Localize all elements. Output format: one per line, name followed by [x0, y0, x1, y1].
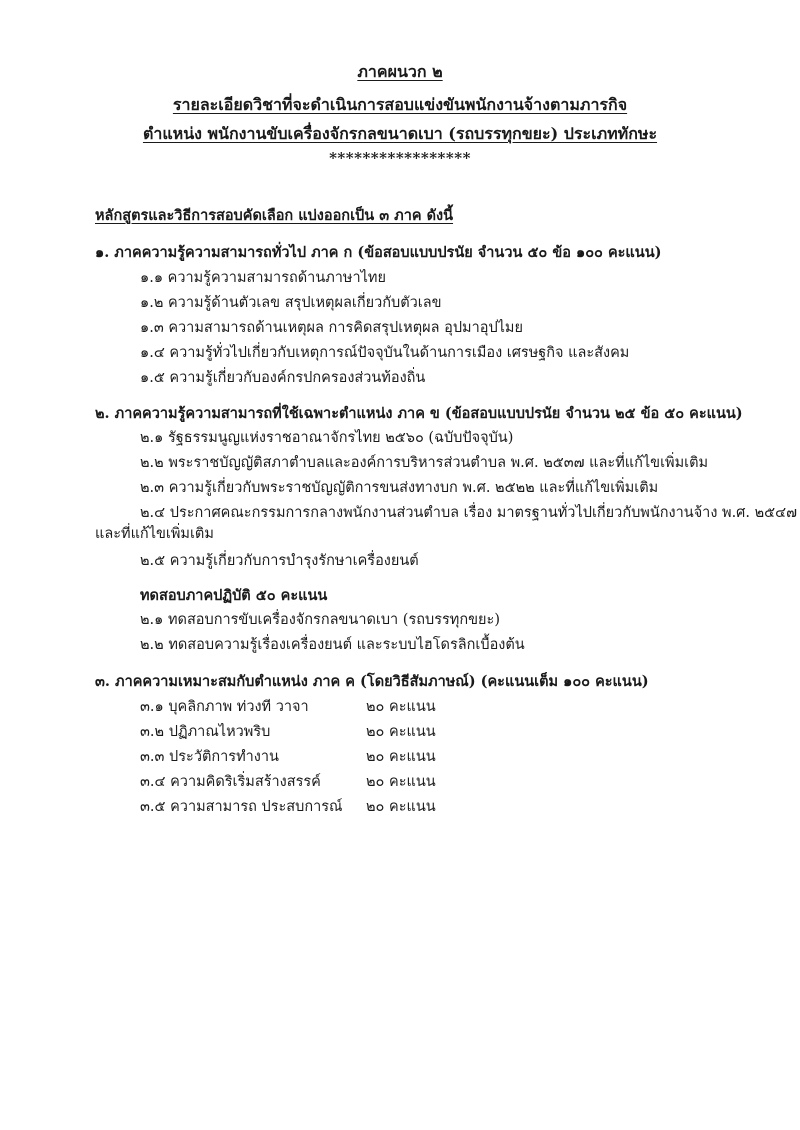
section3-heading: ๓. ภาคความเหมาะสมกับตำแหน่ง ภาค ค (โดยวิธีสัมภาษณ์) (คะแนนเต็ม ๑๐๐ คะแนน): [95, 673, 649, 690]
section2-item: ๒.๓ ความรู้เกี่ยวกับพระราชบัญญัติการขนส่งทางบก พ.ศ. ๒๕๒๒ และที่แก้ไขเพิ่มเติม: [140, 480, 659, 496]
section3-item-score: ๒๐ คะแนน: [366, 774, 436, 790]
section3-item-label: ๓.๔ ความคิดริเริ่มสร้างสรรค์: [140, 774, 321, 790]
annex-title: ภาคผนวก ๒: [357, 62, 443, 81]
section2-item: ๒.๔ ประกาศคณะกรรมการกลางพนักงานส่วนตำบล เรื่อง มาตรฐานทั่วไปเกี่ยวกับพนักงานจ้าง พ.ศ. ๒๕๔๗: [140, 505, 798, 521]
section3-item-score: ๒๐ คะแนน: [366, 799, 436, 815]
section3-item-label: ๓.๑ บุคลิกภาพ ท่วงที วาจา: [140, 699, 309, 715]
document-title-line1: รายละเอียดวิชาที่จะดำเนินการสอบแข่งขันพนักงานจ้างตามภารกิจ: [172, 95, 628, 114]
section3-item-score: ๒๐ คะแนน: [366, 749, 436, 765]
section1-item: ๑.๓ ความสามารถด้านเหตุผล การคิดสรุปเหตุผล อุปมาอุปไมย: [140, 320, 523, 336]
section1-heading: ๑. ภาคความรู้ความสามารถทั่วไป ภาค ก (ข้อสอบแบบปรนัย จำนวน ๕๐ ข้อ ๑๐๐ คะแนน): [95, 244, 662, 261]
stars-divider: *****************: [329, 149, 471, 167]
section1-item: ๑.๑ ความรู้ความสามารถด้านภาษาไทย: [140, 270, 386, 286]
section3-item-score: ๒๐ คะแนน: [366, 699, 436, 715]
section3-item-label: ๓.๕ ความสามารถ ประสบการณ์: [140, 799, 343, 815]
section3-item-score: ๒๐ คะแนน: [366, 724, 436, 740]
section2-item: ๒.๑ รัฐธรรมนูญแห่งราชอาณาจักรไทย ๒๕๖๐ (ฉบับปัจจุบัน): [140, 430, 514, 446]
section2-heading: ๒. ภาคความรู้ความสามารถที่ใช้เฉพาะตำแหน่ง ภาค ข (ข้อสอบแบบปรนัย จำนวน ๒๕ ข้อ ๕๐ คะแนน): [95, 405, 743, 422]
section1-item: ๑.๔ ความรู้ทั่วไปเกี่ยวกับเหตุการณ์ปัจจุบันในด้านการเมือง เศรษฐกิจ และสังคม: [140, 345, 630, 361]
section1-item: ๑.๒ ความรู้ด้านตัวเลข สรุปเหตุผลเกี่ยวกับตัวเลข: [140, 295, 442, 311]
section2-item: ๒.๕ ความรู้เกี่ยวกับการบำรุงรักษาเครื่องยนต์: [140, 553, 419, 569]
practical-item: ๒.๒ ทดสอบความรู้เรื่องเครื่องยนต์ และระบบไฮโดรลิกเบื้องต้น: [140, 637, 525, 653]
practical-heading: ทดสอบภาคปฏิบัติ ๕๐ คะแนน: [140, 587, 328, 604]
section1-item: ๑.๕ ความรู้เกี่ยวกับองค์กรปกครองส่วนท้องถิ่น: [140, 370, 426, 386]
intro-heading: หลักสูตรและวิธีการสอบคัดเลือก แบ่งออกเป็น ๓ ภาค ดังนี้: [95, 207, 454, 224]
section2-item4-continuation: และที่แก้ไขเพิ่มเติม: [95, 526, 214, 542]
practical-item: ๒.๑ ทดสอบการขับเครื่องจักรกลขนาดเบา (รถบรรทุกขยะ): [140, 612, 500, 628]
document-title-line2: ตำแหน่ง พนักงานขับเครื่องจักรกลขนาดเบา (รถบรรทุกขยะ) ประเภททักษะ: [142, 124, 658, 143]
section3-item-label: ๓.๒ ปฏิภาณไหวพริบ: [140, 724, 271, 740]
section3-item-label: ๓.๓ ประวัติการทำงาน: [140, 749, 279, 765]
section2-item: ๒.๒ พระราชบัญญัติสภาตำบลและองค์การบริหารส่วนตำบล พ.ศ. ๒๕๓๗ และที่แก้ไขเพิ่มเติม: [140, 455, 709, 471]
